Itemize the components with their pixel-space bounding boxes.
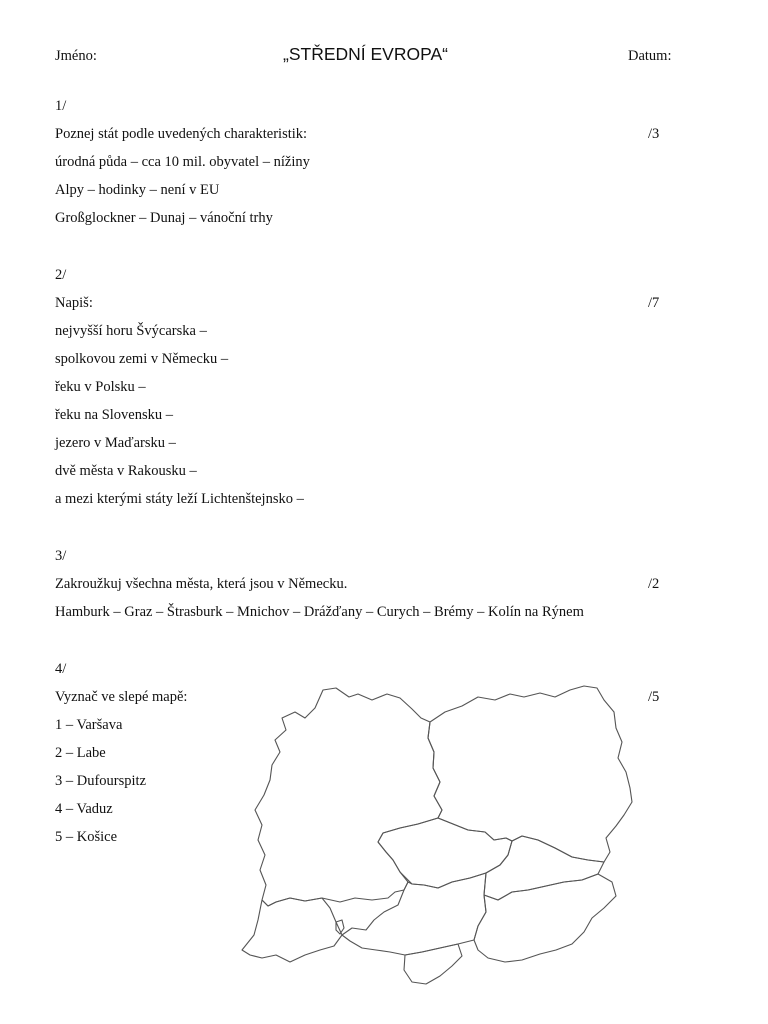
czechia-outline xyxy=(378,818,512,888)
task-line: řeku v Polsku – xyxy=(55,379,146,395)
task-line: řeku na Slovensku – xyxy=(55,407,173,423)
question-prompt: Napiš: xyxy=(55,295,93,311)
question-prompt: Zakroužkuj všechna města, která jsou v Německu. xyxy=(55,576,348,592)
map-item: 1 – Varšava xyxy=(55,717,123,733)
task-line: nejvyšší horu Švýcarska – xyxy=(55,323,207,339)
switzerland-outline xyxy=(242,898,342,962)
clue-line: Alpy – hodinky – není v EU xyxy=(55,182,220,198)
poland-outline xyxy=(428,686,632,862)
map-item: 3 – Dufourspitz xyxy=(55,773,147,789)
task-line: spolkovou zemi v Německu – xyxy=(55,351,229,367)
clue-line: Großglockner – Dunaj – vánoční trhy xyxy=(55,210,273,226)
map-item: 2 – Labe xyxy=(55,745,106,761)
question-points: /5 xyxy=(648,689,660,705)
question-points: /7 xyxy=(648,295,660,311)
page-title: „STŘEDNÍ EVROPA“ xyxy=(283,44,448,64)
hungary-outline xyxy=(474,874,616,962)
slovenia-outline xyxy=(404,944,462,984)
date-label: Datum: xyxy=(628,48,672,64)
slovakia-outline xyxy=(484,836,604,900)
austria-outline xyxy=(342,873,486,955)
question-number: 4/ xyxy=(55,661,67,677)
question-number: 3/ xyxy=(55,548,67,564)
map-item: 4 – Vaduz xyxy=(55,801,113,817)
question-points: /3 xyxy=(648,126,660,142)
question-number: 2/ xyxy=(55,267,67,283)
task-line: a mezi kterými státy leží Lichtenštejnsko – xyxy=(55,491,304,507)
germany-outline xyxy=(255,688,442,906)
question-prompt: Poznej stát podle uvedených charakteristik: xyxy=(55,126,308,142)
question-number: 1/ xyxy=(55,98,67,114)
task-line: jezero v Maďarsku – xyxy=(55,435,176,451)
question-prompt: Vyznač ve slepé mapě: xyxy=(55,689,188,705)
map-item: 5 – Košice xyxy=(55,829,118,845)
question-points: /2 xyxy=(648,576,660,592)
city-list: Hamburk – Graz – Štrasburk – Mnichov – Drážďany – Curych – Brémy – Kolín na Rýnem xyxy=(55,604,584,620)
name-label: Jméno: xyxy=(55,48,97,64)
clue-line: úrodná půda – cca 10 mil. obyvatel – nížiny xyxy=(55,154,310,170)
task-line: dvě města v Rakousku – xyxy=(55,463,197,479)
